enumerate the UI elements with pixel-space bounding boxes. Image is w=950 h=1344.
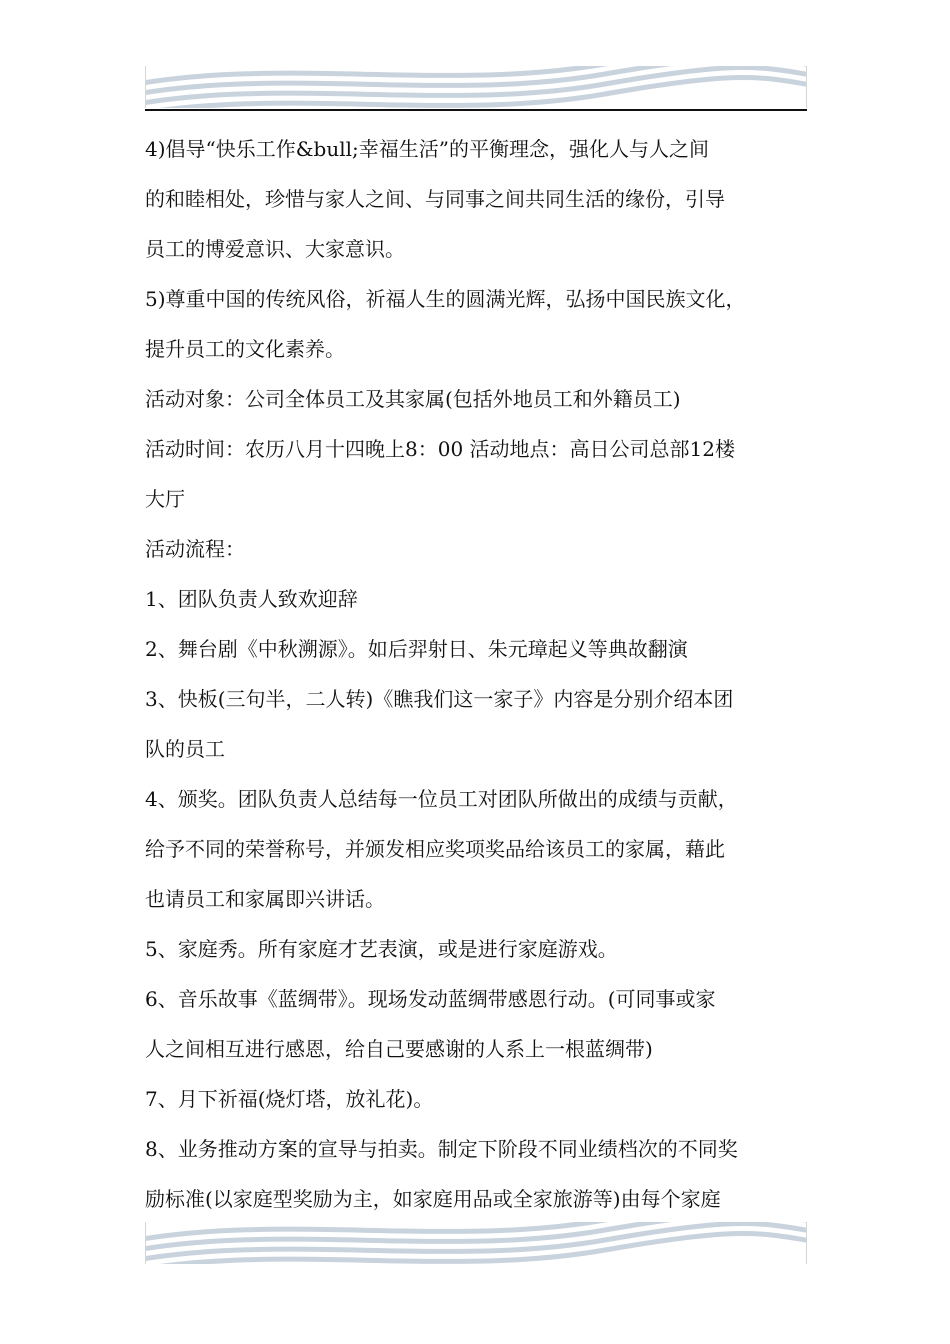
text-line: 活动对象：公司全体员工及其家属(包括外地员工和外籍员工) (145, 387, 681, 411)
text-line: 活动流程： (145, 537, 245, 561)
text-line: 人之间相互进行感恩，给自己要感谢的人系上一根蓝绸带) (145, 1037, 653, 1061)
header-wave-graphic (145, 66, 807, 108)
text-line: 大厅 (145, 487, 185, 511)
text-line: 6、音乐故事《蓝绸带》。现场发动蓝绸带感恩行动。(可同事或家 (145, 987, 716, 1011)
text-line: 的和睦相处，珍惜与家人之间、与同事之间共同生活的缘份，引导 (145, 187, 725, 211)
document-body (145, 124, 807, 1224)
header-wave-banner (145, 66, 807, 108)
footer-wave-graphic (145, 1222, 807, 1264)
header-rule (145, 109, 807, 111)
footer-wave-banner (145, 1222, 807, 1264)
text-line: 3、快板(三句半，二人转)《瞧我们这一家子》内容是分别介绍本团 (145, 687, 734, 711)
text-line: 活动时间：农历八月十四晚上8：00 活动地点：高日公司总部12楼 (145, 437, 735, 461)
text-line: 励标准(以家庭型奖励为主，如家庭用品或全家旅游等)由每个家庭 (145, 1187, 721, 1211)
text-line: 4、颁奖。团队负责人总结每一位员工对团队所做出的成绩与贡献， (145, 787, 738, 811)
text-line: 5)尊重中国的传统风俗，祈福人生的圆满光辉，弘扬中国民族文化， (145, 287, 746, 311)
text-line: 2、舞台剧《中秋溯源》。如后羿射日、朱元璋起义等典故翻演 (145, 637, 688, 661)
text-line: 1、团队负责人致欢迎辞 (145, 587, 358, 611)
text-line: 5、家庭秀。所有家庭才艺表演，或是进行家庭游戏。 (145, 937, 618, 961)
text-line: 给予不同的荣誉称号，并颁发相应奖项奖品给该员工的家属，藉此 (145, 837, 725, 861)
text-line: 员工的博爱意识、大家意识。 (145, 237, 405, 261)
text-line: 提升员工的文化素养。 (145, 337, 345, 361)
text-line: 4)倡导“快乐工作&bull;幸福生活”的平衡理念，强化人与人之间 (145, 137, 709, 161)
text-line: 7、月下祈福(烧灯塔，放礼花)。 (145, 1087, 434, 1111)
text-line: 队的员工 (145, 737, 225, 761)
text-line: 也请员工和家属即兴讲话。 (145, 887, 385, 911)
text-line: 8、业务推动方案的宣导与拍卖。制定下阶段不同业绩档次的不同奖 (145, 1137, 738, 1161)
